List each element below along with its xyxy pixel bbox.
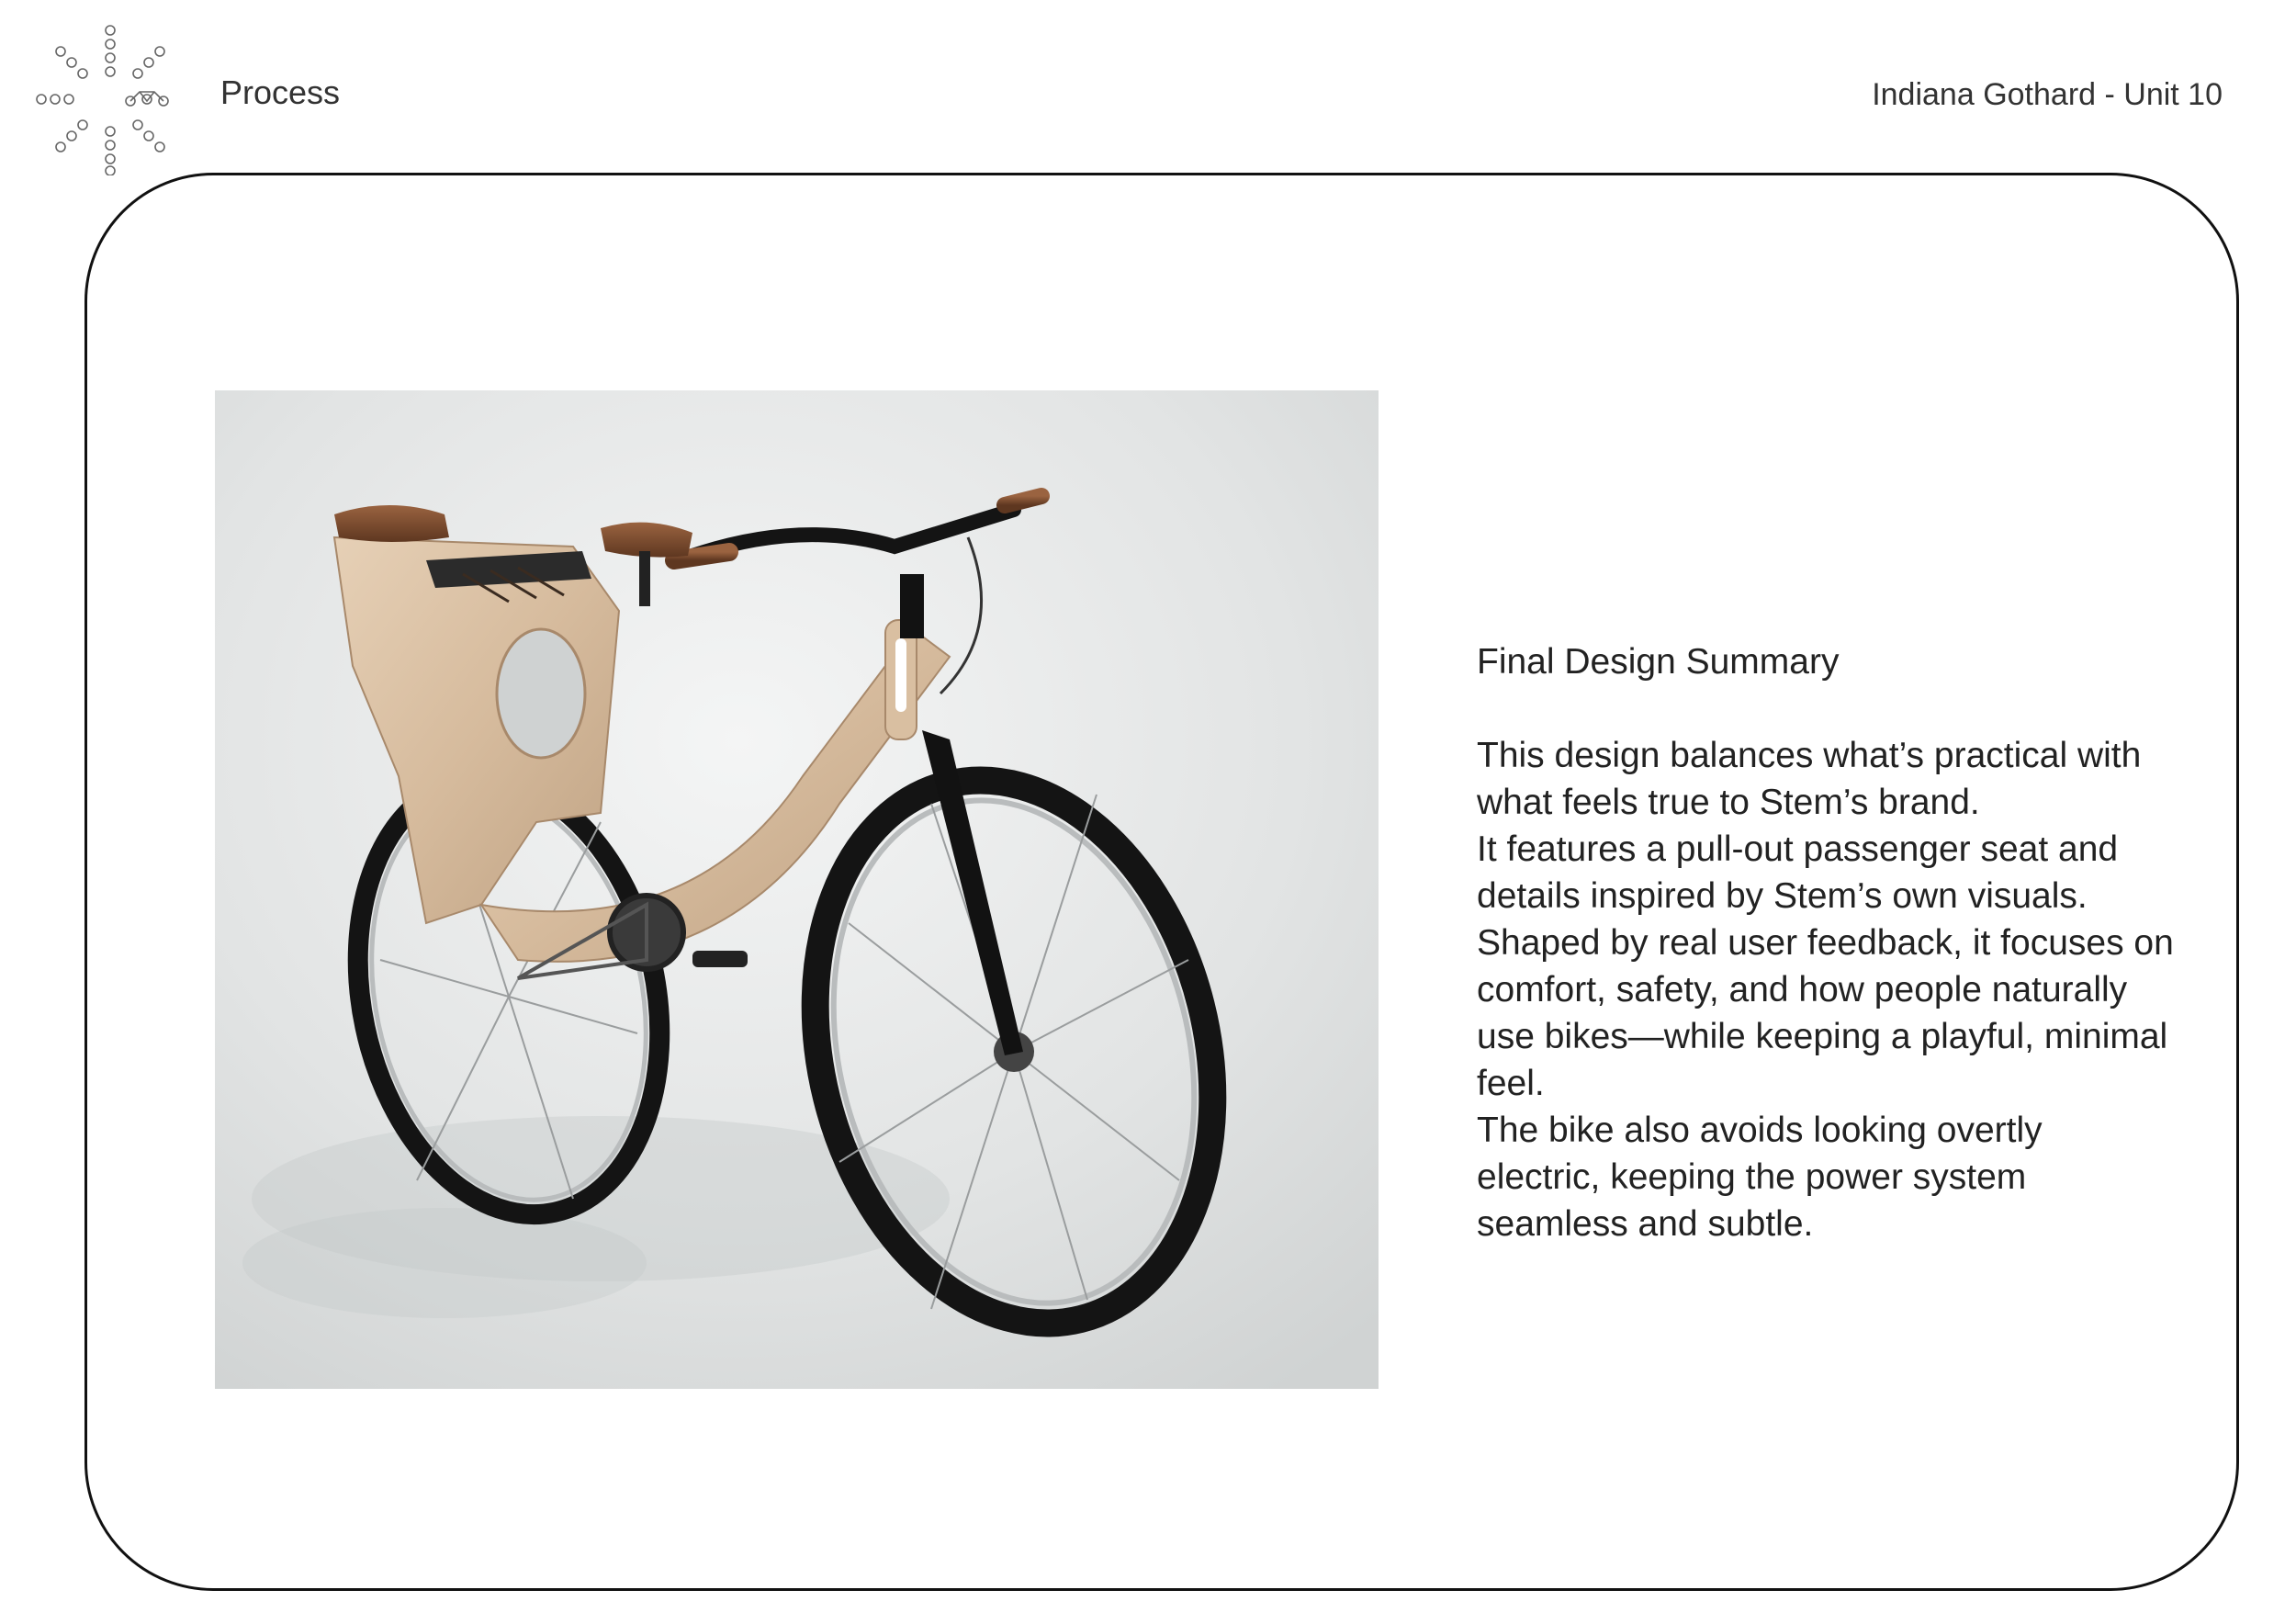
summary-paragraph: It features a pull-out passenger seat and details inspired by Stem’s own visuals.: [1477, 829, 2119, 916]
bicycle-render-image: [215, 390, 1379, 1389]
summary-heading: Final Design Summary: [1477, 642, 1840, 682]
design-summary: [1477, 638, 2175, 1247]
dot-burst-logo-icon: [33, 24, 171, 175]
author-label: Indiana Gothard - Unit 10: [1872, 77, 2223, 112]
summary-paragraph: Shaped by real user feedback, it focuses on comfort, safety, and how people naturally use bikes—while keeping a playful, minimal feel.: [1477, 923, 2174, 1103]
summary-paragraph: This design balances what’s practical with what feels true to Stem’s brand.: [1477, 736, 2142, 822]
section-title: Process: [220, 73, 341, 111]
summary-paragraph: The bike also avoids looking overtly electric, keeping the power system seamless and subtle.: [1477, 1111, 2043, 1244]
